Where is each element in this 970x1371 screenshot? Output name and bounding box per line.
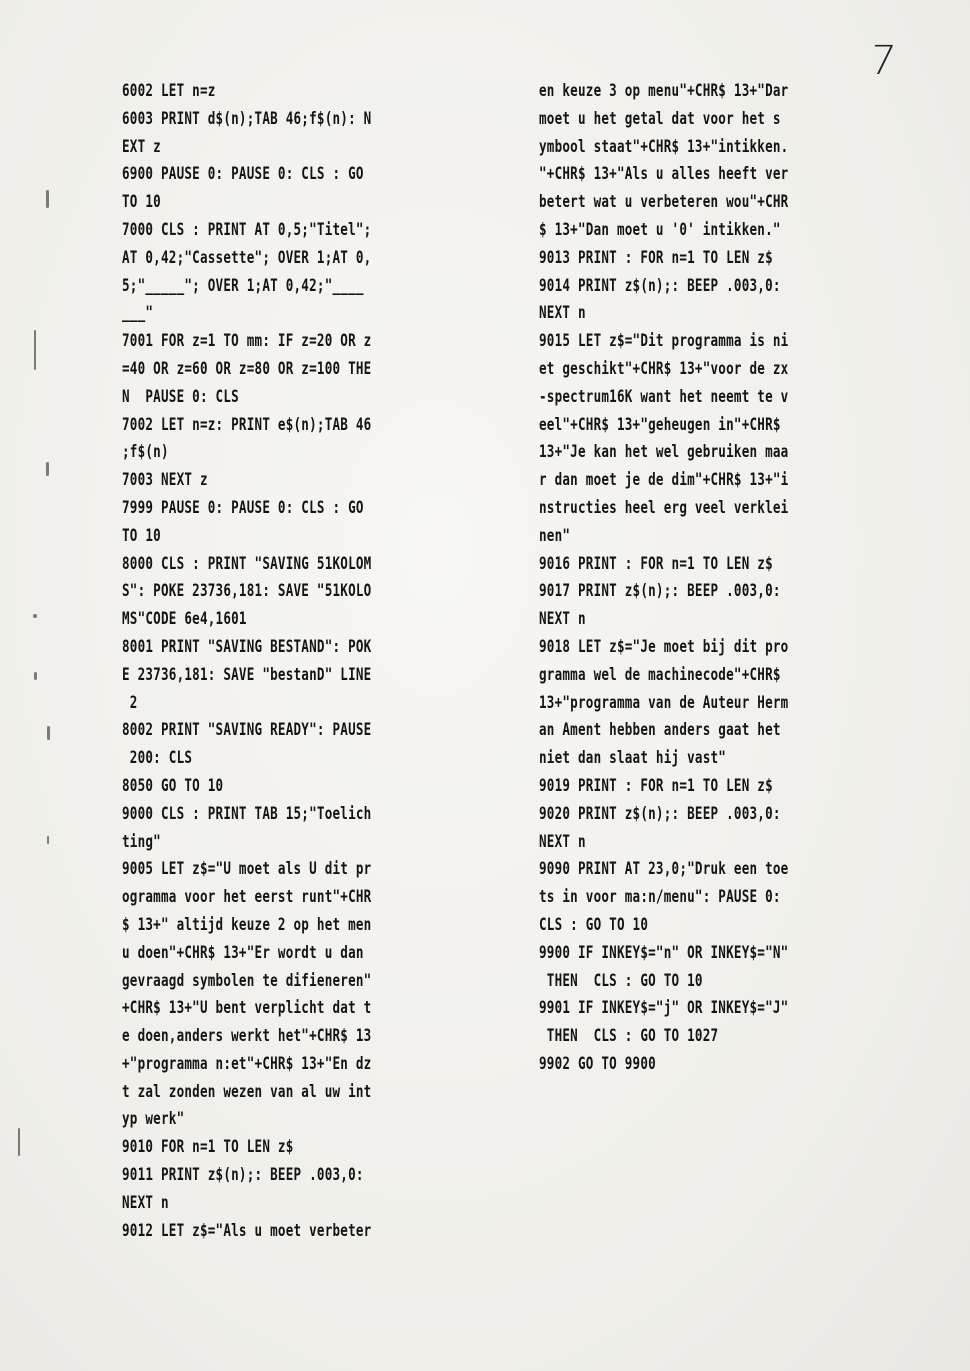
code-line: e doen,anders werkt het"+CHR$ 13 <box>122 1026 372 1047</box>
code-line: ;f$(n) <box>122 442 169 463</box>
code-line: 200: CLS <box>122 748 193 769</box>
code-line: 9011 PRINT z$(n);: BEEP .003,0: <box>122 1165 364 1186</box>
scan-speck <box>46 462 49 476</box>
code-line: 6002 LET n=z <box>122 81 216 101</box>
code-line: $ 13+" altijd keuze 2 op het men <box>122 914 372 935</box>
code-line: 7002 LET n=z: PRINT e$(n);TAB 46 <box>122 414 372 435</box>
code-line: -spectrum16K want het neemt te v <box>539 386 789 407</box>
code-line: an Ament hebben anders gaat het <box>539 720 781 741</box>
code-line: AT 0,42;"Cassette"; OVER 1;AT 0, <box>122 247 372 268</box>
code-line: ogramma voor het eerst runt"+CHR <box>122 887 372 908</box>
code-line: 9900 IF INKEY$="n" OR INKEY$="N" <box>539 942 789 963</box>
code-line: 6003 PRINT d$(n);TAB 46;f$(n): N <box>122 108 372 129</box>
code-line: 8001 PRINT "SAVING BESTAND": POK <box>122 636 372 657</box>
code-line: 13+"Je kan het wel gebruiken maa <box>539 442 789 463</box>
code-line: 8002 PRINT "SAVING READY": PAUSE <box>122 720 372 741</box>
code-line: u doen"+CHR$ 13+"Er wordt u dan <box>122 942 364 963</box>
code-line: NEXT n <box>539 303 586 324</box>
code-line: moet u het getal dat voor het s <box>539 108 781 129</box>
code-line: 7001 FOR z=1 TO mm: IF z=20 OR z <box>122 331 372 352</box>
code-line: 7000 CLS : PRINT AT 0,5;"Titel"; <box>122 219 372 240</box>
code-line: 7003 NEXT z <box>122 470 208 491</box>
code-line: 6900 PAUSE 0: PAUSE 0: CLS : GO <box>122 164 364 185</box>
code-line: THEN CLS : GO TO 10 <box>539 970 703 991</box>
code-line: 9090 PRINT AT 23,0;"Druk een toe <box>539 859 789 880</box>
code-line: 9010 FOR n=1 TO LEN z$ <box>122 1137 294 1158</box>
code-line: 9005 LET z$="U moet als U dit pr <box>122 859 372 880</box>
code-line: betert wat u verbeteren wou"+CHR <box>539 192 789 213</box>
code-line: 9902 GO TO 9900 <box>539 1053 656 1074</box>
code-line: 9014 PRINT z$(n);: BEEP .003,0: <box>539 275 781 296</box>
code-line: ts in voor ma:n/menu": PAUSE 0: <box>539 887 781 908</box>
code-line: niet dan slaat hij vast" <box>539 748 727 769</box>
code-line: 9013 PRINT : FOR n=1 TO LEN z$ <box>539 247 773 268</box>
code-line: 9000 CLS : PRINT TAB 15;"Toelich <box>122 803 372 824</box>
code-line: ymbool staat"+CHR$ 13+"intikken. <box>539 136 789 157</box>
scan-speck <box>46 190 49 208</box>
code-line: MS"CODE 6e4,1601 <box>122 609 247 630</box>
code-line: 5;"_____"; OVER 1;AT 0,42;"____ <box>122 275 364 296</box>
code-line: EXT z <box>122 136 161 157</box>
code-line: +CHR$ 13+"U bent verplicht dat t <box>122 998 372 1019</box>
scan-speck <box>18 1128 20 1156</box>
code-line: ___" <box>122 303 154 324</box>
code-line: 9901 IF INKEY$="j" OR INKEY$="J" <box>539 998 789 1019</box>
code-line: TO 10 <box>122 525 161 546</box>
code-line: 13+"programma van de Auteur Herm <box>539 692 789 713</box>
code-line: $ 13+"Dan moet u '0' intikken." <box>539 219 781 240</box>
code-line: gevraagd symbolen te difieneren" <box>122 970 372 991</box>
code-line: NEXT n <box>539 831 586 852</box>
code-line: nen" <box>539 525 571 546</box>
left-code-column <box>122 78 371 1245</box>
code-line: gramma wel de machinecode"+CHR$ <box>539 664 781 685</box>
code-line: 8050 GO TO 10 <box>122 775 224 796</box>
right-code-column <box>539 78 788 1079</box>
page-number: 7 <box>867 38 898 84</box>
scan-speck <box>33 614 37 618</box>
code-line: r dan moet je de dim"+CHR$ 13+"i <box>539 470 789 491</box>
code-line: eel"+CHR$ 13+"geheugen in"+CHR$ <box>539 414 781 435</box>
code-line: S": POKE 23736,181: SAVE "51KOLO <box>122 581 372 602</box>
scan-speck <box>47 836 49 844</box>
code-line: yp werk" <box>122 1109 185 1130</box>
scan-speck <box>47 726 50 740</box>
code-line: +"programma n:et"+CHR$ 13+"En dz <box>122 1053 372 1074</box>
code-line: NEXT n <box>539 609 586 630</box>
scan-speck <box>34 672 37 680</box>
code-line: et geschikt"+CHR$ 13+"voor de zx <box>539 358 789 379</box>
code-line: CLS : GO TO 10 <box>539 914 649 935</box>
code-line: ting" <box>122 831 161 852</box>
code-line: E 23736,181: SAVE "bestanD" LINE <box>122 664 372 685</box>
code-line: NEXT n <box>122 1192 169 1213</box>
code-line: THEN CLS : GO TO 1027 <box>539 1026 719 1047</box>
code-line: 9015 LET z$="Dit programma is ni <box>539 331 789 352</box>
code-line: t zal zonden wezen van al uw int <box>122 1081 372 1102</box>
code-line: 7999 PAUSE 0: PAUSE 0: CLS : GO <box>122 497 364 518</box>
code-line: en keuze 3 op menu"+CHR$ 13+"Dar <box>539 81 789 101</box>
code-line: 2 <box>122 692 138 713</box>
code-line: 9020 PRINT z$(n);: BEEP .003,0: <box>539 803 781 824</box>
code-line: 9016 PRINT : FOR n=1 TO LEN z$ <box>539 553 773 574</box>
code-line: TO 10 <box>122 192 161 213</box>
code-line: 9018 LET z$="Je moet bij dit pro <box>539 636 789 657</box>
code-line: "+CHR$ 13+"Als u alles heeft ver <box>539 164 789 185</box>
code-line: 9019 PRINT : FOR n=1 TO LEN z$ <box>539 775 773 796</box>
code-line: 9012 LET z$="Als u moet verbeter <box>122 1220 372 1241</box>
code-line: nstructies heel erg veel verklei <box>539 497 789 518</box>
code-line: N PAUSE 0: CLS <box>122 386 239 407</box>
code-line: =40 OR z=60 OR z=80 OR z=100 THE <box>122 358 372 379</box>
code-line: 8000 CLS : PRINT "SAVING 51KOLOM <box>122 553 372 574</box>
scan-speck <box>34 330 36 370</box>
code-line: 9017 PRINT z$(n);: BEEP .003,0: <box>539 581 781 602</box>
